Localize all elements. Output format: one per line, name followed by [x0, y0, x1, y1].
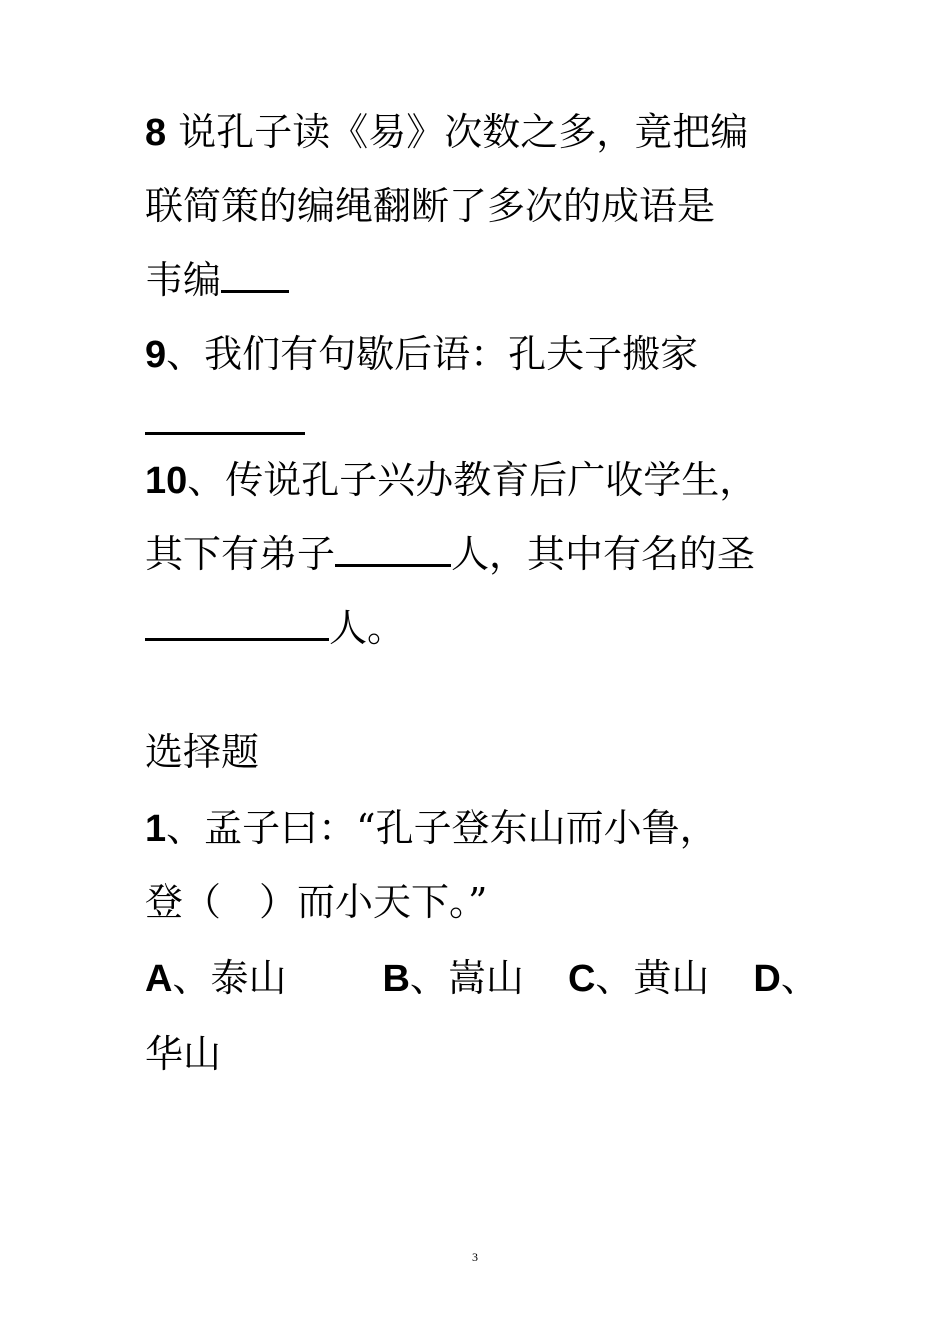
- q9-answer-blank[interactable]: [145, 428, 305, 435]
- q10-text-3: 人。: [329, 606, 406, 650]
- q9-line-2: [145, 398, 825, 446]
- mc1-number: 1: [145, 808, 167, 850]
- option-d-letter: D: [753, 958, 781, 1000]
- option-b[interactable]: [382, 956, 523, 1000]
- q8-line-1: [145, 108, 825, 157]
- option-a[interactable]: [145, 956, 286, 1000]
- q8-text-1: 说孔子读《易》次数之多，竟把编: [178, 110, 749, 154]
- option-b-text: 、嵩山: [409, 956, 524, 1000]
- mc1-text-1: 、孟子曰：“孔子登东山而小鲁，: [166, 806, 718, 850]
- q8-answer-blank[interactable]: [221, 286, 289, 293]
- option-a-letter: A: [145, 958, 173, 1000]
- mc1-option-d-wrap: [145, 1030, 825, 1078]
- mc1-text-2: 登（ ）而小天下。”: [145, 880, 488, 924]
- mc1-line-2: [145, 878, 825, 926]
- page-number: 3: [472, 1250, 478, 1264]
- option-c-text: 、黄山: [595, 956, 710, 1000]
- q10-text-2a: 其下有弟子: [145, 532, 336, 576]
- q9-text: 、我们有句歇后语：孔夫子搬家: [166, 332, 699, 376]
- q10-line-2: [145, 530, 825, 578]
- section-title: [145, 728, 825, 776]
- option-d-text: 、: [780, 956, 819, 1000]
- mc1-line-1: [145, 804, 825, 853]
- q9-line-1: [145, 330, 825, 379]
- option-b-letter: B: [382, 958, 410, 1000]
- option-d[interactable]: [753, 956, 818, 1000]
- mc1-options: [145, 954, 825, 1003]
- option-d-wrap-text[interactable]: 华山: [145, 1032, 222, 1076]
- q10-text-2b: 人，其中有名的圣: [451, 532, 756, 576]
- q10-students-blank[interactable]: [335, 560, 451, 567]
- q8-text-2: 联简策的编绳翻断了多次的成语是: [145, 184, 716, 228]
- option-c-letter: C: [567, 958, 596, 1000]
- q10-sages-blank[interactable]: [145, 634, 329, 641]
- q10-text-1: 、传说孔子兴办教育后广收学生，: [187, 458, 758, 502]
- q10-line-3: [145, 604, 825, 652]
- q8-line-3: [145, 256, 825, 304]
- q8-number: 8: [145, 112, 167, 154]
- section-title-text: 选择题: [145, 730, 260, 774]
- option-a-text: 、泰山: [172, 956, 287, 1000]
- q9-number: 9: [145, 334, 167, 376]
- q10-number: 10: [145, 460, 188, 502]
- q8-line-2: [145, 182, 825, 230]
- q10-line-1: [145, 456, 825, 505]
- option-c[interactable]: [568, 956, 709, 1000]
- q8-text-3: 韦编: [145, 258, 222, 302]
